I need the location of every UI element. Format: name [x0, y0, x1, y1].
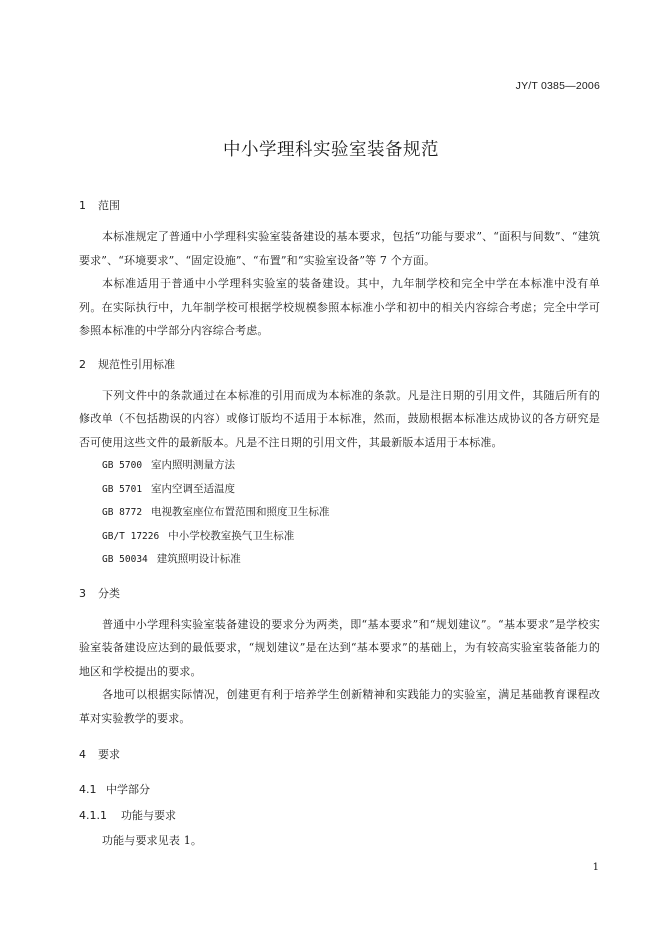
reference-code: GB 5701	[102, 483, 143, 495]
standard-code: JY/T 0385—2006	[515, 80, 600, 92]
reference-item	[79, 454, 600, 478]
paragraph: 功能与要求见表 1。	[102, 834, 202, 847]
section-number: 1	[79, 199, 86, 212]
paragraph: 本标准规定了普通中小学理科实验室装备建设的基本要求，包括“功能与要求”、“面积与间数”、“建筑要求”、“环境要求”、“固定设施”、“布置”和“实验室设备”等 7 个方面。	[79, 230, 600, 267]
reference-item	[79, 501, 600, 525]
section-1-heading	[79, 196, 600, 216]
reference-name: 电视教室座位布置范围和照度卫生标准	[151, 506, 330, 518]
reference-code: GB 50034	[102, 554, 148, 565]
section-number: 2	[79, 357, 86, 371]
subsection-4-1-heading	[79, 780, 600, 800]
section-title: 规范性引用标准	[98, 357, 175, 371]
subsection-number: 4.1.1	[79, 809, 107, 822]
paragraph: 下列文件中的条款通过在本标准的引用而成为本标准的条款。凡是注日期的引用文件，其随后所有的修改单（不包括勘误的内容）或修订版均不适用于本标准，然而，鼓励根据本标准达成协议的各方研究是否可使用这些文件的最新版本。凡是不注日期的引用文件，其最新版本适用于本标准。	[79, 388, 600, 449]
subsection-4-1-1-heading	[79, 806, 600, 826]
paragraph: 各地可以根据实际情况，创建更有利于培养学生创新精神和实践能力的实验室，满足基础教育课程改革对实验教学的要求。	[79, 688, 600, 725]
reference-name: 中小学校教室换气卫生标准	[168, 529, 295, 542]
paragraph: 本标准适用于普通中小学理科实验室的装备建设。其中，九年制学校和完全中学在本标准中没有单列。在实际执行中，九年制学校可根据学校规模参照本标准小学和初中的相关内容综合考虑；完全中学可参照本标准的中学部分内容综合考虑。	[79, 277, 600, 337]
reference-item	[79, 525, 600, 549]
page-number: 1	[592, 862, 599, 873]
paragraph: 普通中小学理科实验室装备建设的要求分为两类，即“基本要求”和“规划建议”。“基本要求”是学校实验室装备建设应达到的最低要求，“规划建议”是在达到“基本要求”的基础上，为有较高实验室装备能力的地区和学校提出的要求。	[79, 617, 600, 678]
section-number: 3	[79, 586, 86, 600]
reference-code: GB/T 17226	[102, 530, 160, 542]
reference-code: GB 5700	[102, 460, 143, 471]
subsection-number: 4.1	[79, 783, 97, 796]
page-title: 中小学理科实验室装备规范	[223, 140, 439, 160]
reference-name: 建筑照明设计标准	[156, 553, 241, 565]
section-title: 范围	[98, 199, 120, 212]
subsection-title: 功能与要求	[121, 809, 176, 822]
section-title: 要求	[98, 748, 120, 761]
section-title: 分类	[98, 586, 120, 600]
reference-code: GB 8772	[102, 507, 143, 518]
reference-item	[79, 548, 600, 572]
section-number: 4	[79, 748, 86, 761]
reference-name: 室内照明测量方法	[151, 459, 236, 471]
subsection-title: 中学部分	[106, 783, 150, 796]
section-3-heading	[79, 584, 600, 604]
section-2-heading	[79, 355, 600, 375]
reference-name: 室内空调至适温度	[151, 482, 236, 495]
reference-item	[79, 478, 600, 502]
section-4-heading	[79, 745, 600, 765]
document-body	[79, 196, 600, 853]
